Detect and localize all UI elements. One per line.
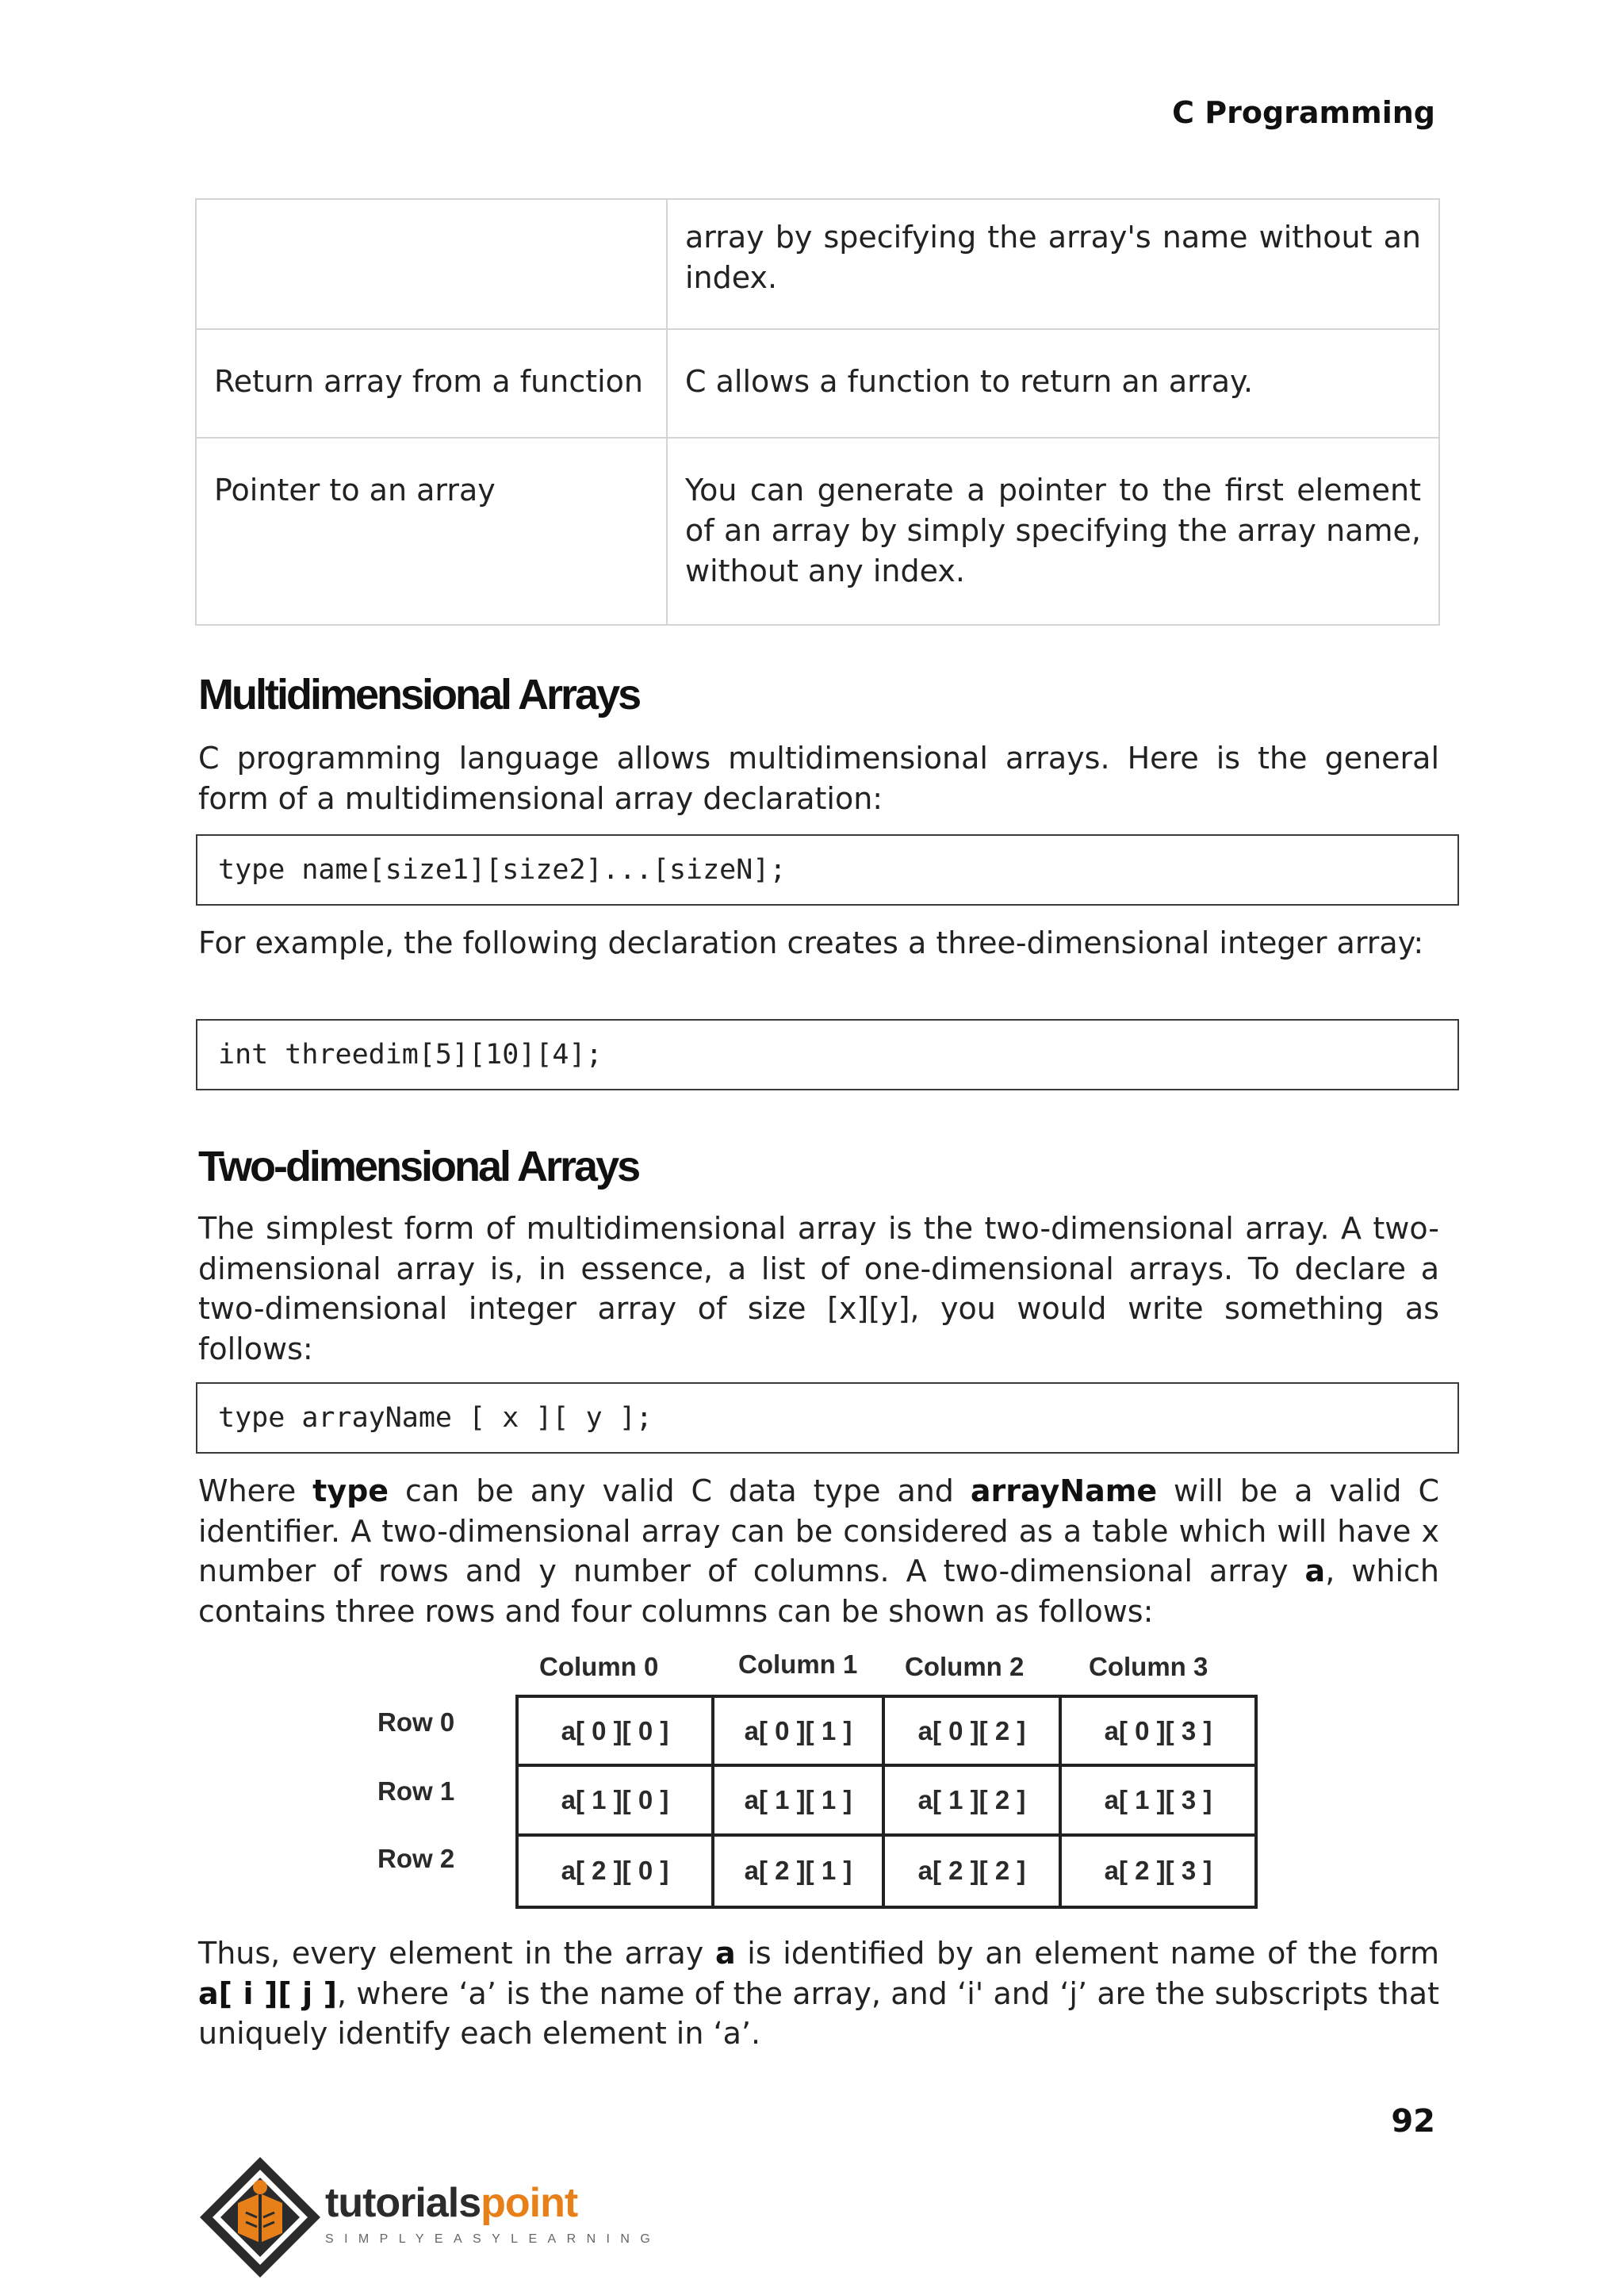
- logo-wordmark: tutorialspoint: [325, 2180, 578, 2226]
- array-cell: a[ 0 ][ 1 ]: [714, 1698, 885, 1767]
- array-cell: a[ 1 ][ 0 ]: [519, 1767, 714, 1836]
- term-a: a: [1304, 1554, 1326, 1588]
- table-cell-description: C allows a function to return an array.: [667, 329, 1439, 438]
- table-row: [196, 329, 1439, 438]
- table-cell-name: Pointer to an array: [196, 438, 667, 625]
- page-number: 92: [1391, 2103, 1435, 2140]
- table-cell-description: You can generate a pointer to the first element of an array by simply specifying the array name, without any index.: [667, 438, 1439, 625]
- table-row: [196, 199, 1439, 329]
- column-label: Column 1: [738, 1649, 858, 1679]
- array-cell: a[ 2 ][ 2 ]: [885, 1837, 1062, 1906]
- section-heading-multidimensional: Multidimensional Arrays: [198, 671, 640, 718]
- multidimensional-intro: C programming language allows multidimensional arrays. Here is the general form of a multidimensional array declaration:: [198, 741, 1439, 816]
- term-a: a: [714, 1936, 736, 1971]
- array-cell: a[ 2 ][ 0 ]: [519, 1837, 714, 1906]
- array-cell: a[ 1 ][ 3 ]: [1062, 1767, 1254, 1836]
- array-cell: a[ 1 ][ 2 ]: [885, 1767, 1062, 1836]
- table-cell-name: Return array from a function: [196, 329, 667, 438]
- array-cell: a[ 0 ][ 3 ]: [1062, 1698, 1254, 1767]
- column-label: Column 3: [1089, 1652, 1208, 1681]
- running-header: C Programming: [1172, 95, 1435, 130]
- example-paragraph: For example, the following declaration creates a three-dimensional integer array:: [198, 925, 1424, 960]
- reference-table: [195, 198, 1440, 626]
- array-cell: a[ 0 ][ 0 ]: [519, 1698, 714, 1767]
- array-cell: a[ 2 ][ 3 ]: [1104, 1856, 1212, 1886]
- row-label: Row 0: [377, 1707, 455, 1737]
- array-cell: a[ 2 ][ 1 ]: [714, 1837, 885, 1906]
- column-label: Column 0: [539, 1652, 659, 1681]
- thus-paragraph: Thus, every element in the array a is identified by an element name of the form a[ i ][ j ], where ‘a’ is the name of the array, and ‘i' and ‘j’ are the subscripts that uniquely identify each element in ‘a’.: [198, 1936, 1439, 2051]
- array-grid: [515, 1695, 1258, 1909]
- code-block-declaration: type name[size1][size2]...[sizeN];: [196, 834, 1459, 906]
- code-block-threedim: int threedim[5][10][4];: [196, 1019, 1459, 1090]
- tutorialspoint-logo-icon: [197, 2154, 324, 2295]
- array-cell: a[ 0 ][ 2 ]: [885, 1698, 1062, 1767]
- table-cell-description: array by specifying the array's name without an index.: [667, 199, 1439, 329]
- term-arrayname: arrayName: [970, 1473, 1158, 1508]
- section-heading-two-dimensional: Two-dimensional Arrays: [198, 1143, 639, 1190]
- term-element-form: a[ i ][ j ]: [198, 1975, 338, 2011]
- code-block-two-dimensional: type arrayName [ x ][ y ];: [196, 1382, 1459, 1454]
- column-label: Column 2: [905, 1652, 1025, 1681]
- table-row: [196, 438, 1439, 625]
- logo-tagline: SIMPLYEASYLEARNING: [325, 2232, 661, 2246]
- table-cell-name: [196, 199, 667, 329]
- array-cell: a[ 1 ][ 1 ]: [714, 1767, 885, 1836]
- term-type: type: [312, 1473, 389, 1508]
- where-paragraph: Where type can be any valid C data type and arrayName will be a valid C identifier. A two-dimensional array can be considered as a table which will have x number of rows and y number of columns. A two-dimensional array a, which contains three rows and four columns can be shown as follows:: [198, 1473, 1439, 1629]
- row-label: Row 2: [377, 1844, 455, 1873]
- row-label: Row 1: [377, 1776, 455, 1806]
- two-dimensional-intro: The simplest form of multidimensional array is the two-dimensional array. A two-dimensional array is, in essence, a list of one-dimensional arrays. To declare a two-dimensional integer array of size [x][y], you would write something as follows:: [198, 1211, 1439, 1366]
